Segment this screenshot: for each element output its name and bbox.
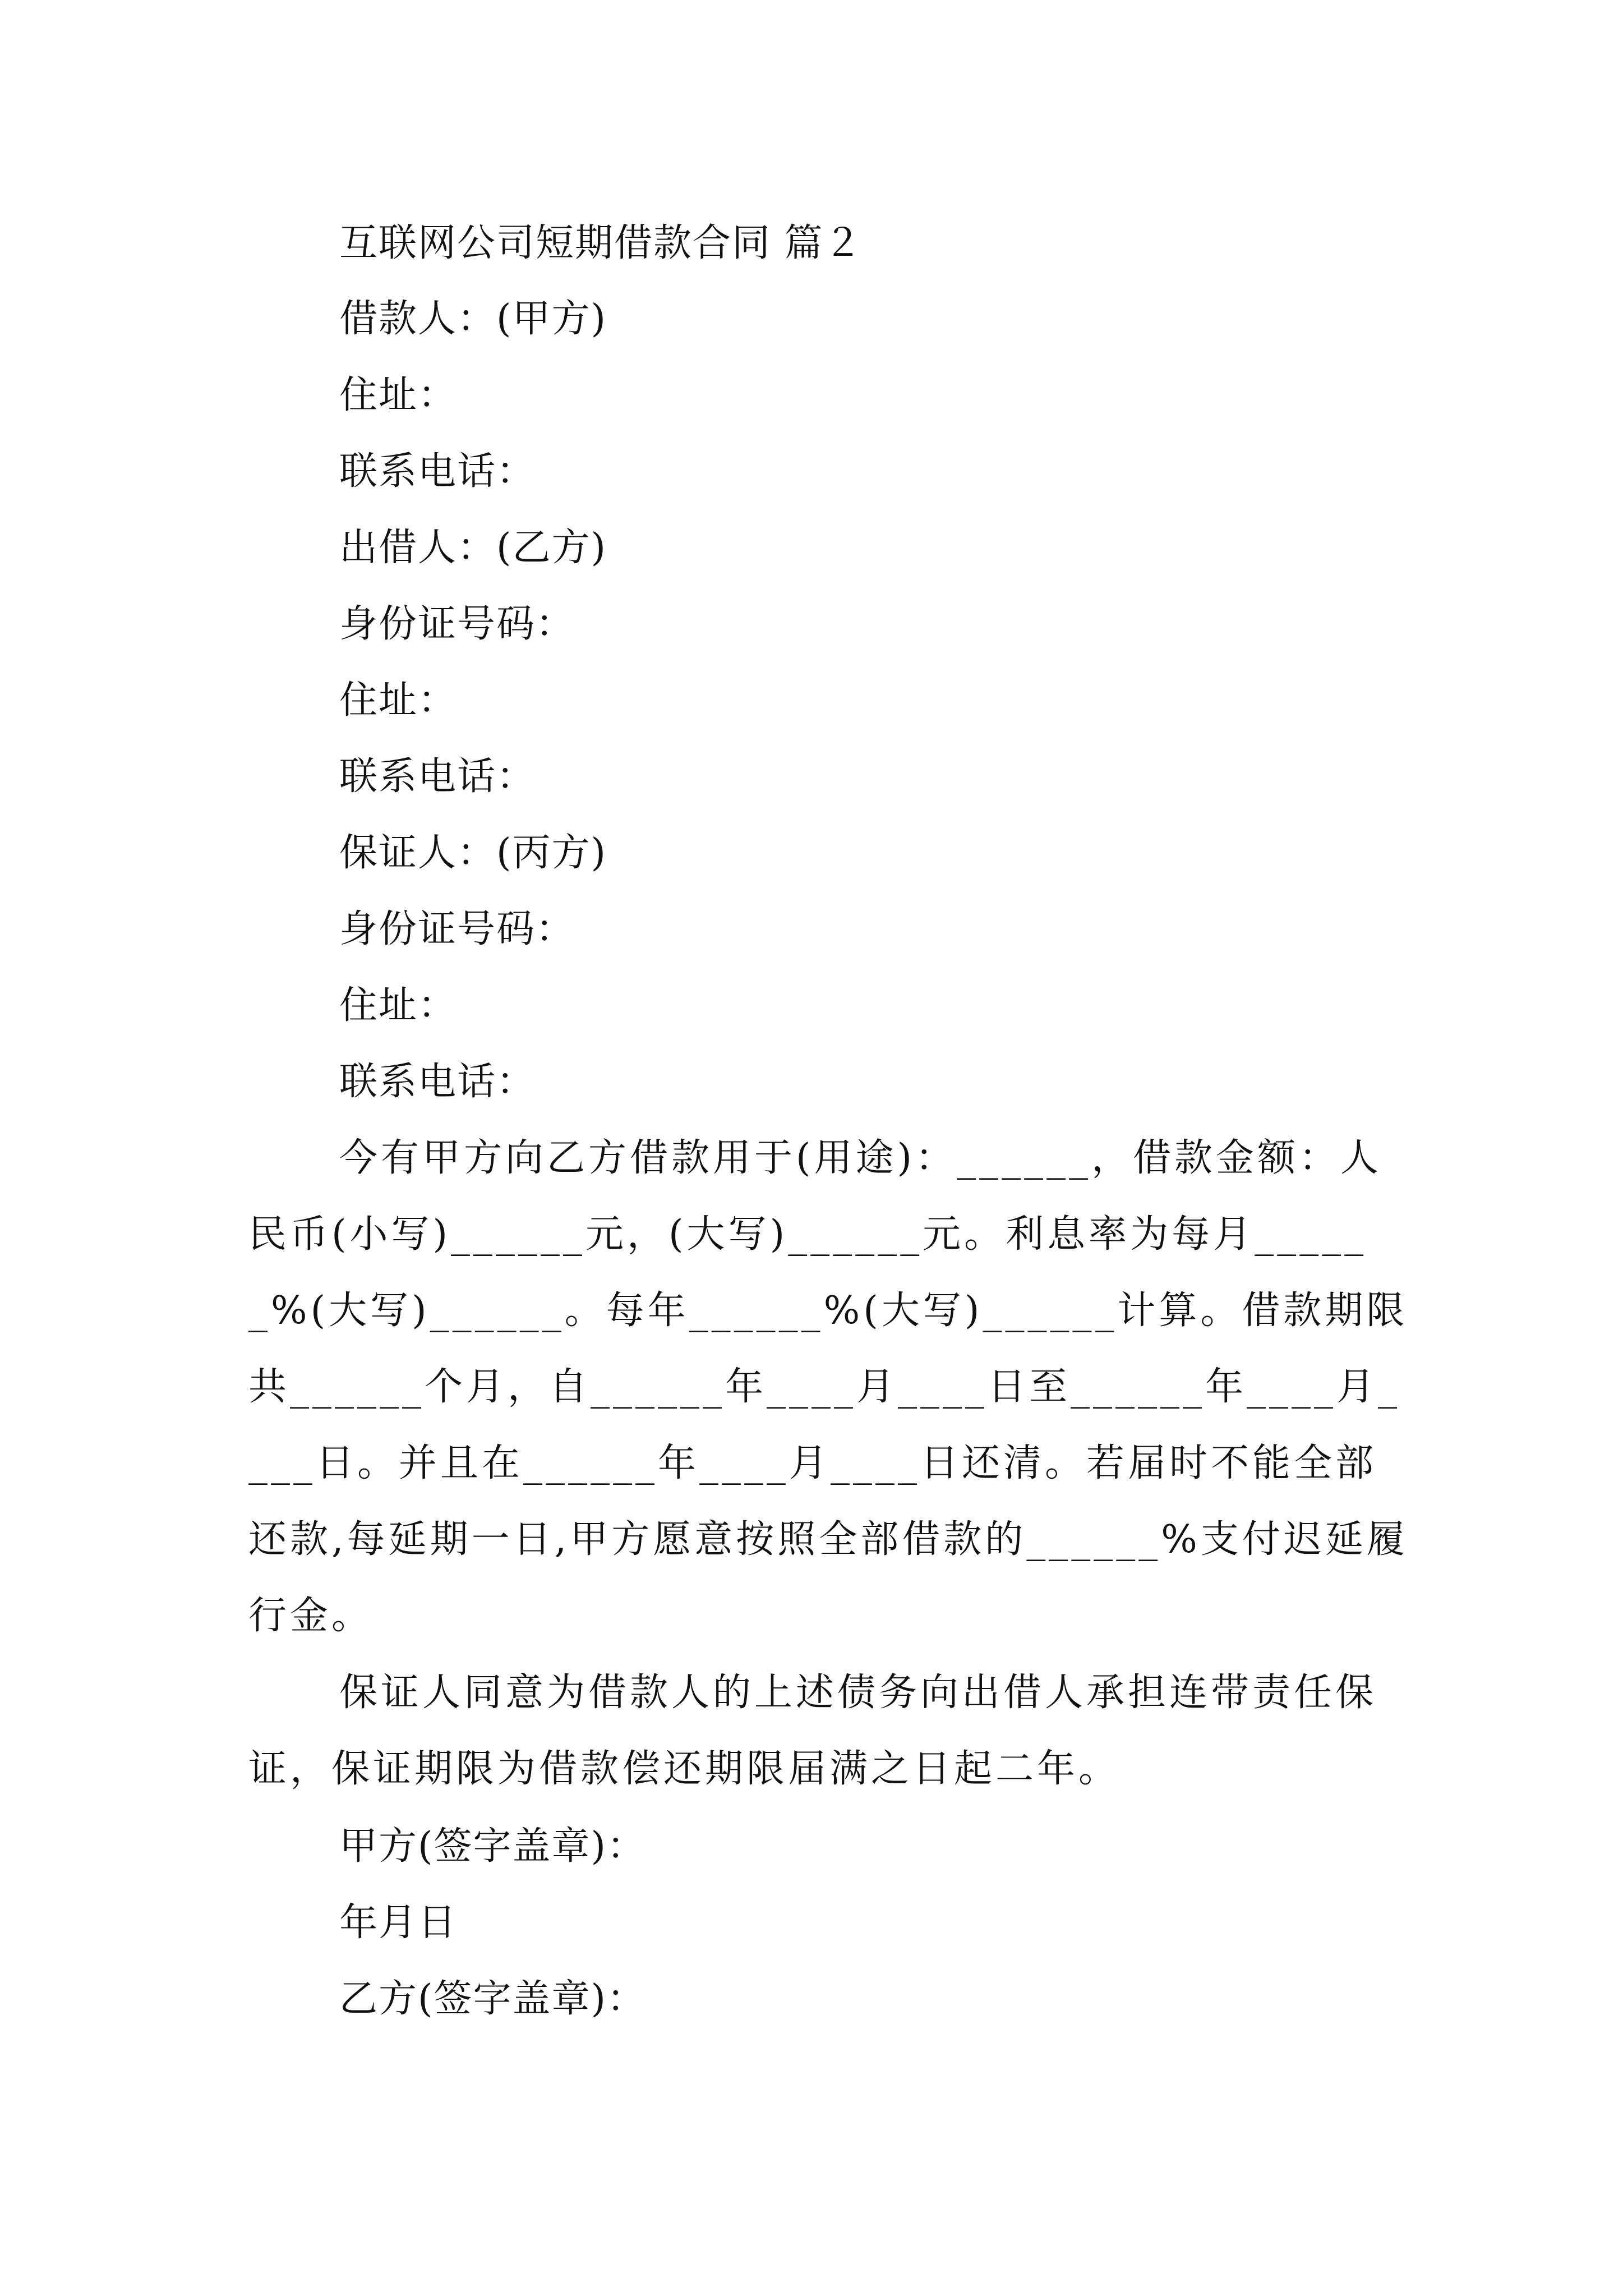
lender-line: 出借人：(乙方) [339,526,607,570]
guarantor-phone-line: 联系电话： [339,1060,536,1104]
loan-terms-paragraph: 今有甲方向乙方借款用于(用途)：______，借款金额：人民币(小写)______元，(大写)______元。利息率为每月______%(大写)______。每年______%(大写)______计算。借款期限共______个月，自______年____月____日至______年____月____日。并且在______年____月____日还清。若届时不能全部还款,每延期一日,甲方愿意按照全部借款的______%支付迟延履行金。 [248,1136,1408,1638]
guarantor-address-line: 住址： [339,983,458,1028]
lender-address-line: 住址： [339,678,458,723]
borrower-line: 借款人：(甲方) [339,297,607,341]
document-title: 互联网公司短期借款合同 篇２ [339,221,863,265]
party-a-signature-line: 甲方(签字盖章)： [339,1824,647,1869]
guarantor-line: 保证人：(丙方) [339,831,607,875]
lender-phone-line: 联系电话： [339,754,536,799]
date-line: 年月日 [339,1901,458,1945]
borrower-phone-line: 联系电话： [339,449,536,494]
guarantor-id-line: 身份证号码： [339,907,575,951]
guarantee-paragraph: 保证人同意为借款人的上述债务向出借人承担连带责任保证，保证期限为借款偿还期限届满之日起二年。 [248,1671,1377,1791]
party-b-signature-line: 乙方(签字盖章)： [339,1977,647,2021]
borrower-address-line: 住址： [339,373,458,417]
lender-id-line: 身份证号码： [339,602,575,646]
